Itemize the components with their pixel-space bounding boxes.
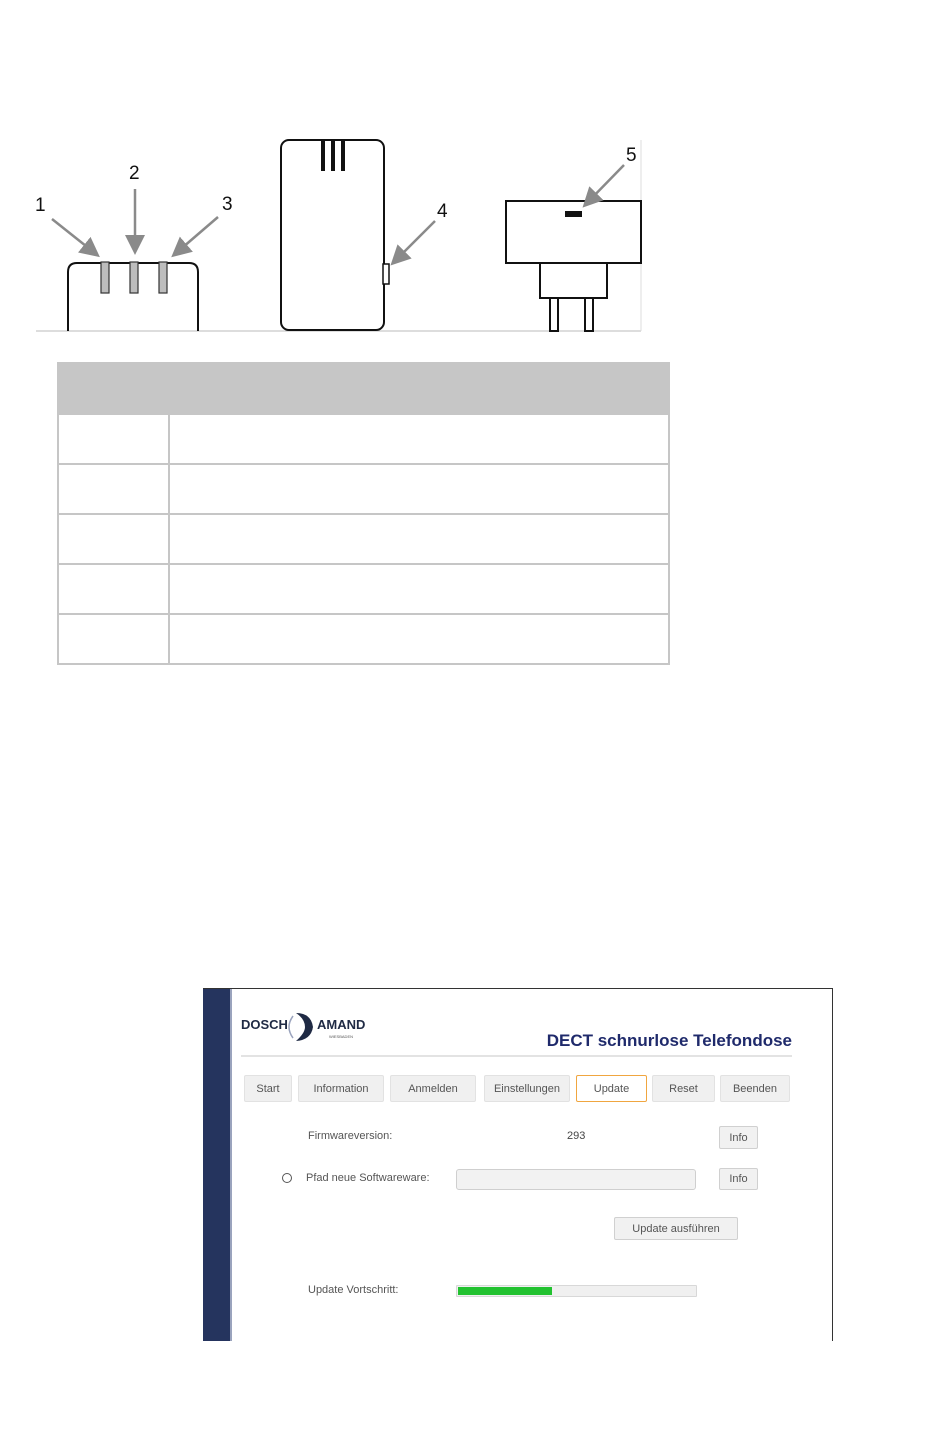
update-progress-bar	[456, 1285, 697, 1297]
brand-left-text: DOSCH	[241, 1017, 288, 1032]
header-cell-number	[58, 363, 169, 414]
table-cell	[58, 514, 169, 564]
callout-2: 2	[129, 163, 140, 184]
callout-4: 4	[437, 201, 448, 222]
tab-reset[interactable]: Reset	[652, 1075, 715, 1102]
side-button	[383, 264, 389, 284]
software-path-input[interactable]	[456, 1169, 696, 1190]
callout-3: 3	[222, 194, 233, 215]
device-diagram	[0, 0, 950, 340]
led-3	[159, 262, 167, 293]
table-row	[58, 564, 669, 614]
table-row	[58, 614, 669, 664]
led-2	[130, 262, 138, 293]
webui-screenshot	[203, 988, 833, 1341]
table-row	[58, 414, 669, 464]
tab-anmelden[interactable]: Anmelden	[390, 1075, 476, 1102]
table-cell	[169, 464, 669, 514]
brand-swoosh-icon	[296, 1013, 313, 1041]
run-update-button[interactable]: Update ausführen	[614, 1217, 738, 1240]
sidebar	[203, 989, 230, 1341]
table-cell	[169, 414, 669, 464]
table-cell	[58, 614, 169, 664]
device-top-view	[68, 262, 198, 331]
header-divider	[241, 1055, 792, 1057]
device-plug-view	[506, 201, 641, 331]
tab-start[interactable]: Start	[244, 1075, 292, 1102]
tab-einstellungen[interactable]: Einstellungen	[484, 1075, 570, 1102]
progress-label: Update Vortschritt:	[308, 1284, 399, 1296]
brand-right-text: AMAND	[317, 1017, 366, 1032]
table-cell	[169, 614, 669, 664]
tab-beenden[interactable]: Beenden	[720, 1075, 790, 1102]
tab-update[interactable]: Update	[576, 1075, 647, 1102]
firmware-label: Firmwareversion:	[308, 1130, 393, 1142]
device-front-view	[281, 140, 389, 330]
path-info-button[interactable]: Info	[719, 1168, 758, 1190]
brand-sub-text: WIESBADEN	[329, 1034, 354, 1039]
table-header-row	[58, 363, 669, 414]
progress-fill	[458, 1287, 552, 1295]
legend-table	[57, 362, 670, 665]
app-title: DECT schnurlose Telefondose	[546, 1031, 792, 1050]
sidebar-edge	[230, 989, 232, 1341]
callout-1: 1	[35, 195, 46, 216]
arrow-3	[175, 217, 218, 254]
callout-5: 5	[626, 145, 637, 166]
arrow-5	[586, 165, 624, 204]
table-cell	[58, 564, 169, 614]
header-cell-description	[169, 363, 669, 414]
table-cell	[58, 414, 169, 464]
path-label: Pfad neue Softwareware:	[306, 1172, 430, 1184]
arrow-1	[52, 219, 96, 254]
table-row	[58, 464, 669, 514]
table-row	[58, 514, 669, 564]
firmware-value: 293	[567, 1130, 586, 1142]
table-cell	[169, 564, 669, 614]
status-led	[565, 211, 582, 217]
arrow-4	[394, 221, 435, 262]
brand-logo	[241, 1007, 381, 1045]
table-cell	[169, 514, 669, 564]
led-1	[101, 262, 109, 293]
tab-information[interactable]: Information	[298, 1075, 384, 1102]
table-cell	[58, 464, 169, 514]
path-radio[interactable]	[282, 1173, 292, 1183]
firmware-info-button[interactable]: Info	[719, 1126, 758, 1149]
